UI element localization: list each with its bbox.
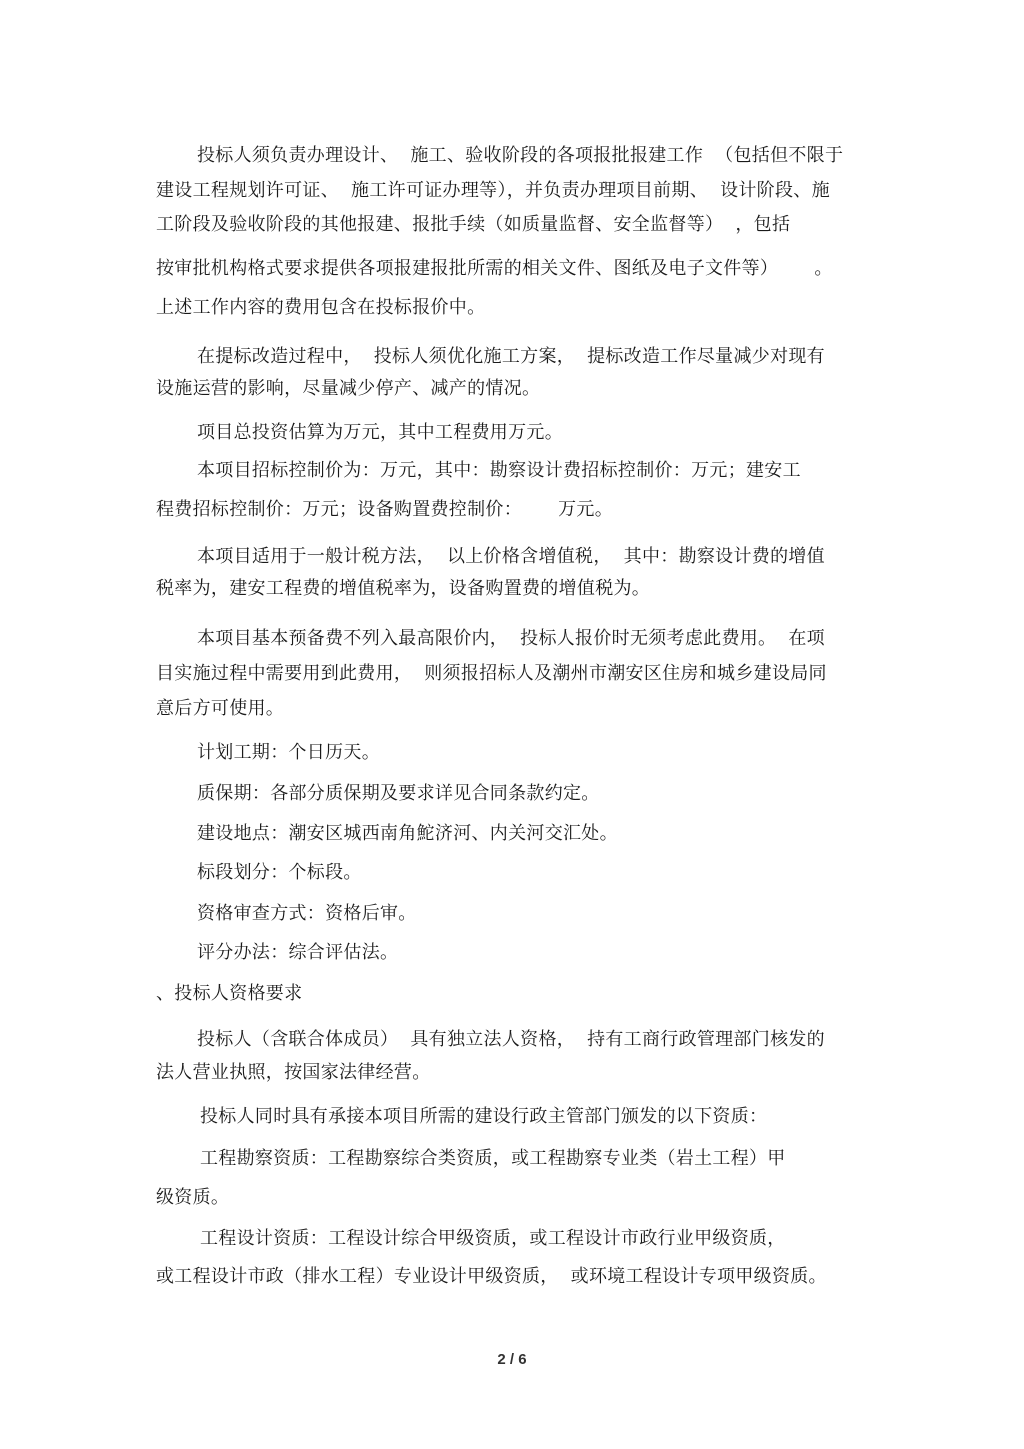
text-line: 本项目基本预备费不列入最高限价内， 投标人报价时无须考虑此费用。 在项 xyxy=(197,628,825,649)
text-line: 投标人须负责办理设计、 施工、验收阶段的各项报批报建工作 （包括但不限于 xyxy=(197,145,844,166)
text-line: 税率为，建安工程费的增值税率为，设备购置费的增值税为。 xyxy=(156,578,651,599)
text-line: 级资质。 xyxy=(156,1187,230,1208)
text-line: 计划工期：个日历天。 xyxy=(197,742,380,763)
text-line: 标段划分：个标段。 xyxy=(197,862,362,883)
text-line: 本项目适用于一般计税方法， 以上价格含增值税， 其中：勘察设计费的增值 xyxy=(197,546,825,567)
text-line: 或工程设计市政（排水工程）专业设计甲级资质， 或环境工程设计专项甲级资质。 xyxy=(156,1266,827,1287)
text-line: 本项目招标控制价为：万元，其中：勘察设计费招标控制价：万元；建安工 xyxy=(197,460,801,481)
text-line: 建设地点：潮安区城西南角鮀济河、内关河交汇处。 xyxy=(197,823,618,844)
text-line: 设施运营的影响，尽量减少停产、减产的情况。 xyxy=(156,378,541,399)
text-line: 质保期：各部分质保期及要求详见合同条款约定。 xyxy=(197,783,600,804)
text-line: 投标人（含联合体成员） 具有独立法人资格， 持有工商行政管理部门核发的 xyxy=(197,1029,825,1050)
text-line: 上述工作内容的费用包含在投标报价中。 xyxy=(156,297,486,318)
text-line: 资格审查方式：资格后审。 xyxy=(197,903,417,924)
text-line: 项目总投资估算为万元，其中工程费用万元。 xyxy=(197,422,563,443)
text-line: 法人营业执照，按国家法律经营。 xyxy=(156,1062,431,1083)
section-heading: 、投标人资格要求 xyxy=(156,983,303,1004)
text-line: 工阶段及验收阶段的其他报建、报批手续（如质量监督、安全监督等） ，包括 xyxy=(156,214,791,235)
text-line: 程费招标控制价：万元；设备购置费控制价： 万元。 xyxy=(156,499,614,520)
text-line: 按审批机构格式要求提供各项报建报批所需的相关文件、图纸及电子文件等） 。 xyxy=(156,258,833,279)
text-line: 工程勘察资质：工程勘察综合类资质，或工程勘察专业类（岩土工程）甲 xyxy=(200,1148,786,1169)
text-line: 在提标改造过程中， 投标人须优化施工方案， 提标改造工作尽量减少对现有 xyxy=(197,346,825,367)
text-line: 评分办法：综合评估法。 xyxy=(197,942,399,963)
text-line: 工程设计资质：工程设计综合甲级资质，或工程设计市政行业甲级资质， xyxy=(200,1228,786,1249)
text-line: 投标人同时具有承接本项目所需的建设行政主管部门颁发的以下资质： xyxy=(200,1106,768,1127)
text-line: 目实施过程中需要用到此费用， 则须报招标人及潮州市潮安区住房和城乡建设局同 xyxy=(156,663,827,684)
text-line: 建设工程规划许可证、 施工许可证办理等），并负责办理项目前期、 设计阶段、施 xyxy=(156,180,830,201)
page-number: 2 / 6 xyxy=(497,1351,527,1368)
text-line: 意后方可使用。 xyxy=(156,698,285,719)
